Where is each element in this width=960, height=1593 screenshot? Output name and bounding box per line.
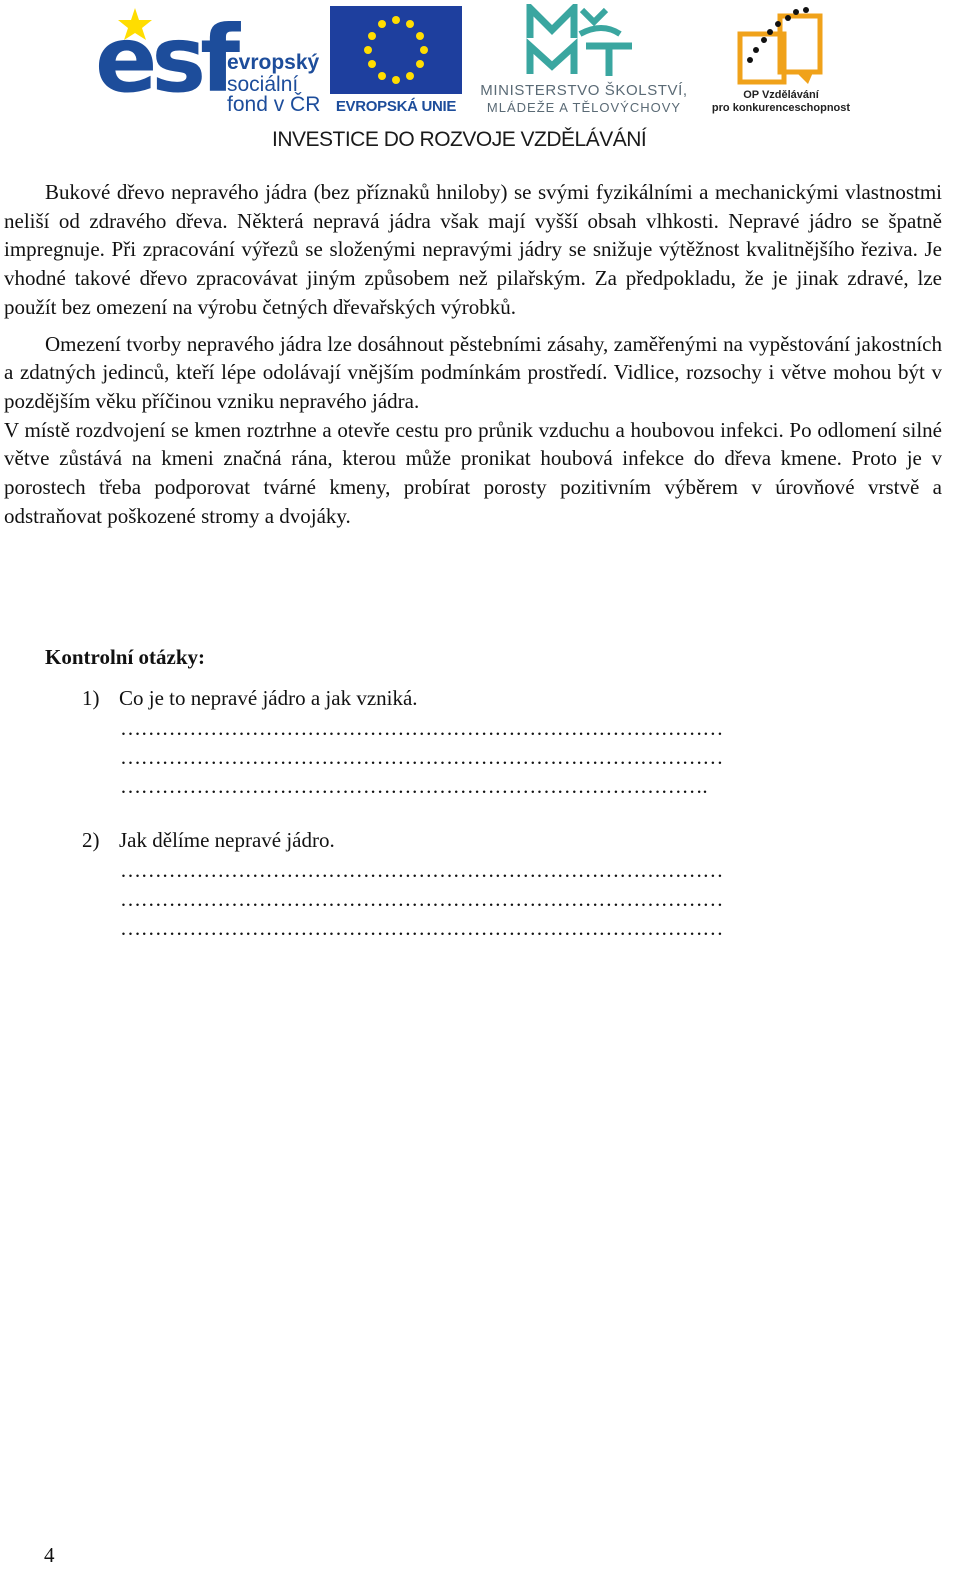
esf-logo [95, 6, 320, 114]
answer-line[interactable]: …………………………………………………………………………. [120, 774, 708, 798]
question-text: Jak dělíme nepravé jádro. [119, 828, 335, 852]
page-number: 4 [44, 1543, 55, 1567]
op-vk-logo-line1: OP Vzdělávání [743, 89, 819, 101]
esf-logo-line1: evropský [227, 51, 320, 74]
msmt-mark-icon [522, 4, 646, 80]
paragraph-1: Bukové dřevo nepravého jádra (bez příznaků hniloby) se svými fyzikálními a mechanickými vlastnostmi neliší od zdravého dřeva. Některá nepravá jádra však mají vyšší obsah vlhkosti. Nepravé jádro se špatně impregnuje. Při zpracování výřezů se složenými nepravými jádry se snižuje výtěžnost kvalitnějšího řeziva. Je vhodné takové dřevo zpracovávat jiným způsobem než pilařským. Za předpokladu, že je jinak zdravé, lze použít bez omezení na výrobu četných dřevařských výrobků. [4, 180, 942, 319]
msmt-logo-line1: MINISTERSTVO ŠKOLSTVÍ, [480, 82, 688, 99]
question-number: 1) [82, 686, 100, 710]
op-vk-logo-line2: pro konkurenceschopnost [711, 102, 851, 114]
question-1 [82, 686, 418, 711]
esf-logo-line3: fond v ČR [227, 93, 321, 116]
answer-line[interactable]: …………………………………………………………………………… [120, 916, 724, 940]
answer-line[interactable]: …………………………………………………………………………… [120, 887, 724, 911]
eu-flag-icon [330, 6, 462, 94]
esf-logo-letters: esf [95, 6, 235, 113]
msmt-logo [470, 4, 698, 116]
body-text [4, 178, 942, 530]
esf-logo-line2: sociální [227, 73, 299, 96]
question-text: Co je to nepravé jádro a jak vzniká. [119, 686, 418, 710]
op-vk-logo [706, 4, 856, 116]
paragraph-2: Omezení tvorby nepravého jádra lze dosáhnout pěstebními zásahy, zaměřenými na vypěstování jakostních a zdatných jedinců, kteří lépe odolávají vnějším podmínkám prostředí. Vidlice, rozsochy i větve mohou být v pozdějším věku příčinou vzniku nepravého jádra. [4, 331, 942, 413]
paragraph-3: V místě rozdvojení se kmen roztrhne a otevře cestu pro průnik vzduchu a houbovou infekci. Po odlomení silné větve zůstává na kmeni značná rána, kterou může pronikat houbová infekce do dřeva kmene. Proto je v porostech třeba podporovat tvárné kmeny, probírat porosty pozitivním výběrem v úrovňové vrstvě a odstraňovat poškozené stromy a dvojáky. [4, 417, 942, 528]
question-number: 2) [82, 828, 100, 852]
questions-title: Kontrolní otázky: [45, 645, 206, 669]
answer-line[interactable]: …………………………………………………………………………… [120, 858, 724, 882]
project-logo-banner [0, 0, 960, 160]
msmt-logo-line2: MLÁDEŽE A TĚLOVÝCHOVY [486, 100, 682, 115]
eu-logo [330, 6, 462, 114]
question-2 [82, 828, 335, 853]
answer-line[interactable]: …………………………………………………………………………… [120, 745, 724, 769]
answer-line[interactable]: …………………………………………………………………………… [120, 716, 724, 740]
op-vk-mark-icon [734, 4, 830, 90]
eu-logo-label: EVROPSKÁ UNIE [335, 98, 457, 115]
header-slogan: INVESTICE DO ROZVOJE VZDĚLÁVÁNÍ [272, 128, 647, 151]
